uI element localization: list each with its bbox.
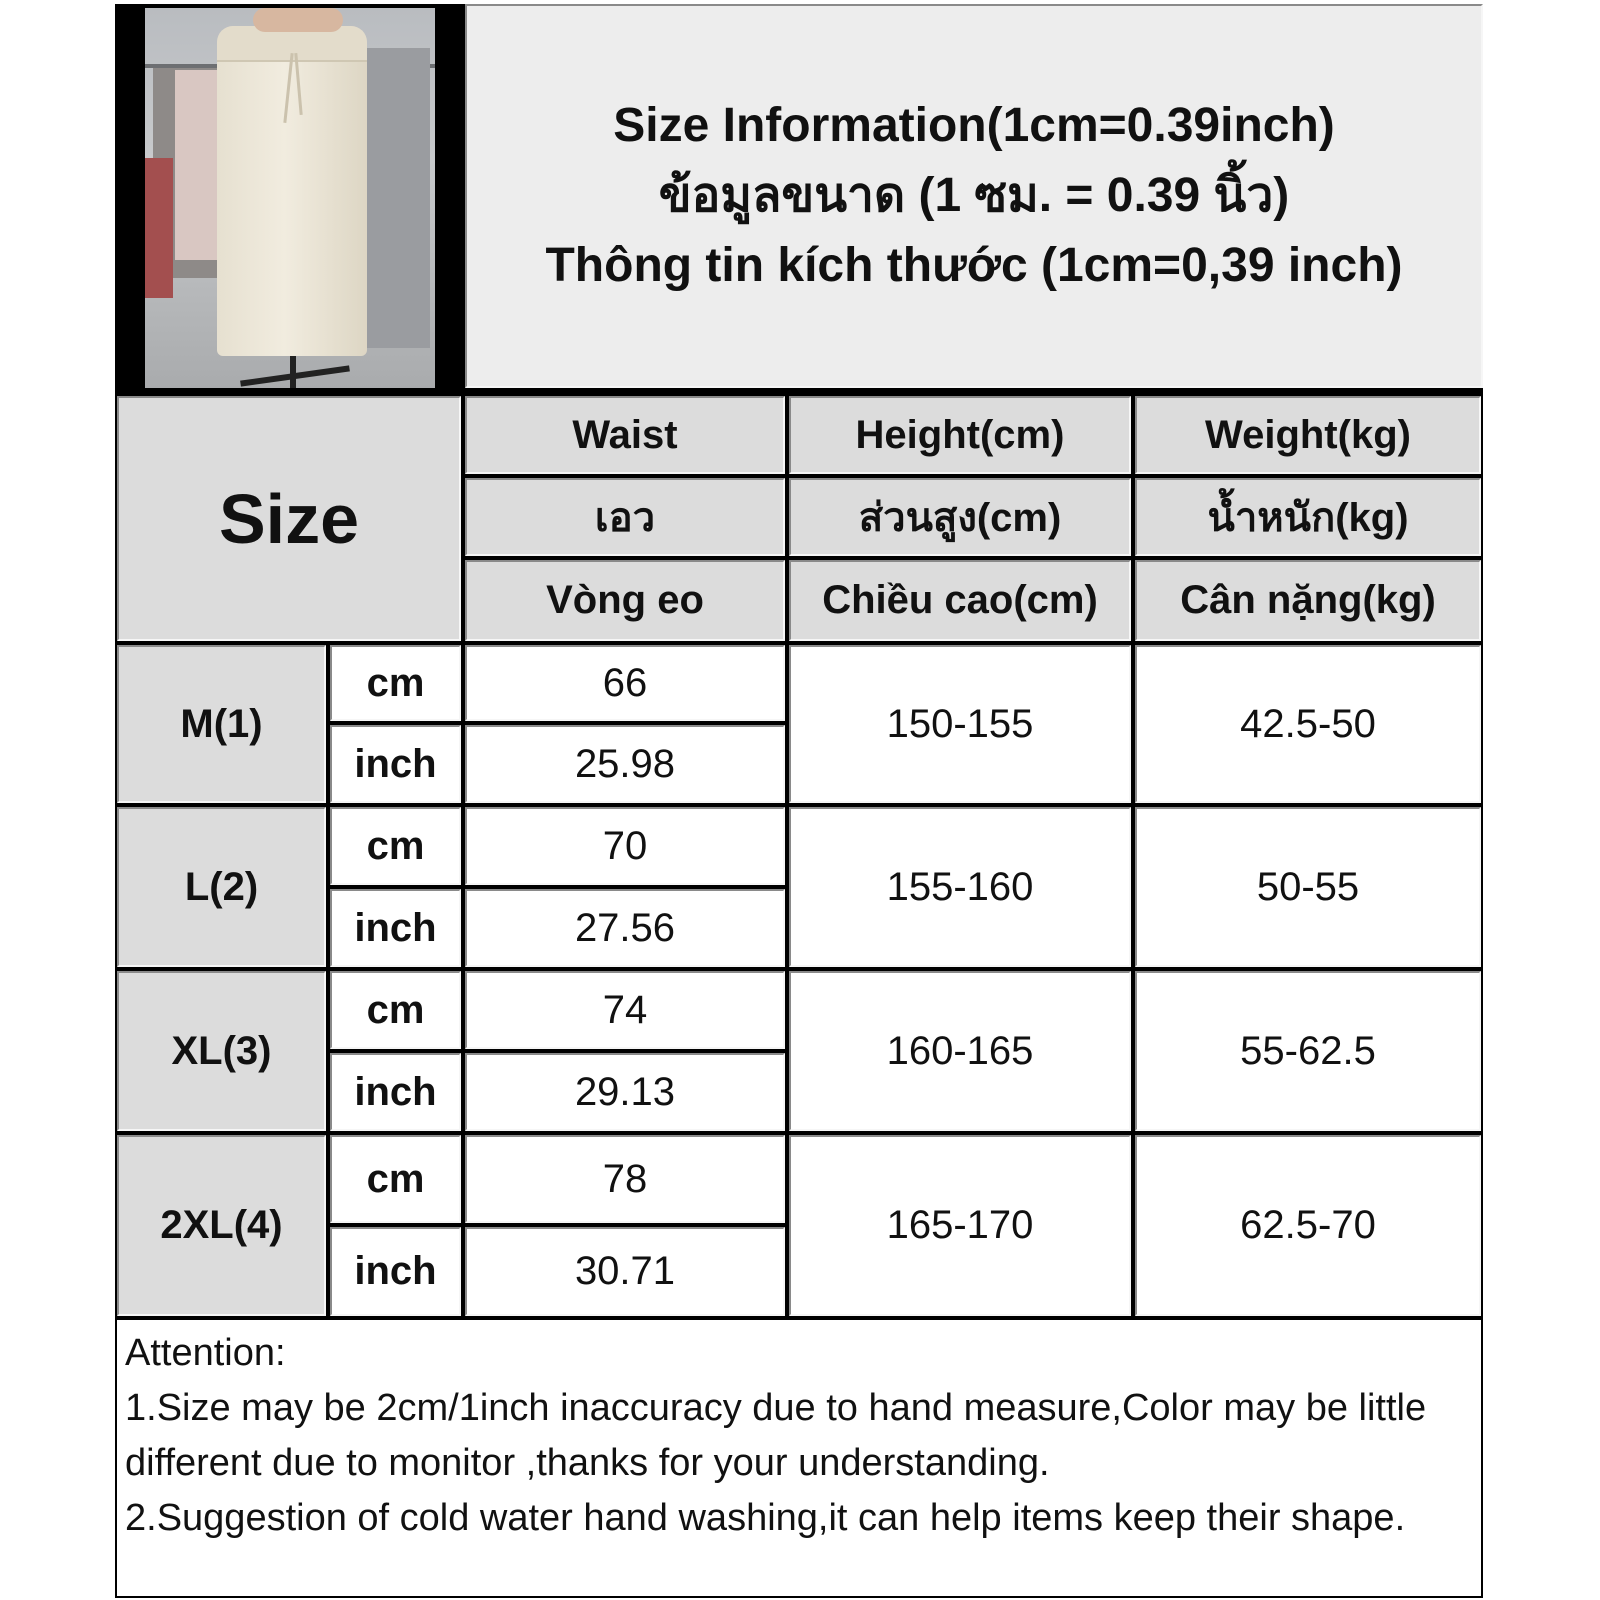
size-row-label: M(1) (117, 645, 326, 803)
size-info-title (465, 4, 1483, 388)
weight-value: 62.5-70 (1135, 1135, 1481, 1316)
size-header-cell (117, 396, 461, 641)
size-row-label: 2XL(4) (117, 1135, 326, 1316)
unit-cm-cell: cm (330, 971, 461, 1049)
height-value: 150-155 (789, 645, 1131, 803)
size-row-label: XL(3) (117, 971, 326, 1131)
title-thai: ข้อมูลขนาด (1 ซม. = 0.39 นิ้ว) (658, 169, 1290, 222)
col-waist-vi: Vòng eo (465, 560, 785, 641)
attention-note-1: 1.Size may be 2cm/1inch inaccuracy due to hand measure,Color may be little different due to monitor ,thanks for your understanding. (125, 1387, 1427, 1484)
unit-cm-cell: cm (330, 1135, 461, 1223)
attention-note-2: 2.Suggestion of cold water hand washing,it can help items keep their shape. (125, 1497, 1406, 1539)
waist-inch-value: 29.13 (465, 1053, 785, 1131)
col-waist-th: เอว (465, 478, 785, 556)
unit-cm-cell: cm (330, 807, 461, 885)
col-height-en: Height(cm) (789, 396, 1131, 474)
size-row-label: L(2) (117, 807, 326, 967)
col-weight-vi: Cân nặng(kg) (1135, 560, 1481, 641)
waist-cm-value: 78 (465, 1135, 785, 1223)
waist-inch-value: 25.98 (465, 725, 785, 803)
product-photo (145, 8, 435, 388)
col-height-vi: Chiều cao(cm) (789, 560, 1131, 641)
hanging-clothes (145, 158, 173, 298)
unit-inch-cell: inch (330, 725, 461, 803)
unit-inch-cell: inch (330, 1227, 461, 1316)
unit-cm-cell: cm (330, 645, 461, 721)
col-weight-en: Weight(kg) (1135, 396, 1481, 474)
height-value: 155-160 (789, 807, 1131, 967)
col-height-th: ส่วนสูง(cm) (789, 478, 1131, 556)
title-vietnamese: Thông tin kích thước (1cm=0,39 inch) (545, 239, 1403, 292)
col-weight-th: น้ำหนัก(kg) (1135, 478, 1481, 556)
title-english: Size Information(1cm=0.39inch) (613, 99, 1335, 152)
waist-cm-value: 74 (465, 971, 785, 1049)
height-value: 160-165 (789, 971, 1131, 1131)
unit-inch-cell: inch (330, 1053, 461, 1131)
unit-inch-cell: inch (330, 889, 461, 967)
col-waist-en: Waist (465, 396, 785, 474)
waist-cm-value: 70 (465, 807, 785, 885)
attention-heading: Attention: (125, 1332, 286, 1374)
waist-cm-value: 66 (465, 645, 785, 721)
weight-value: 50-55 (1135, 807, 1481, 967)
height-value: 165-170 (789, 1135, 1131, 1316)
waist-inch-value: 27.56 (465, 889, 785, 967)
hand (253, 8, 343, 32)
size-header-label: Size (218, 479, 360, 558)
weight-value: 55-62.5 (1135, 971, 1481, 1131)
waist-inch-value: 30.71 (465, 1227, 785, 1316)
weight-value: 42.5-50 (1135, 645, 1481, 803)
attention-notes (117, 1320, 1481, 1596)
skirt-product (217, 26, 367, 356)
